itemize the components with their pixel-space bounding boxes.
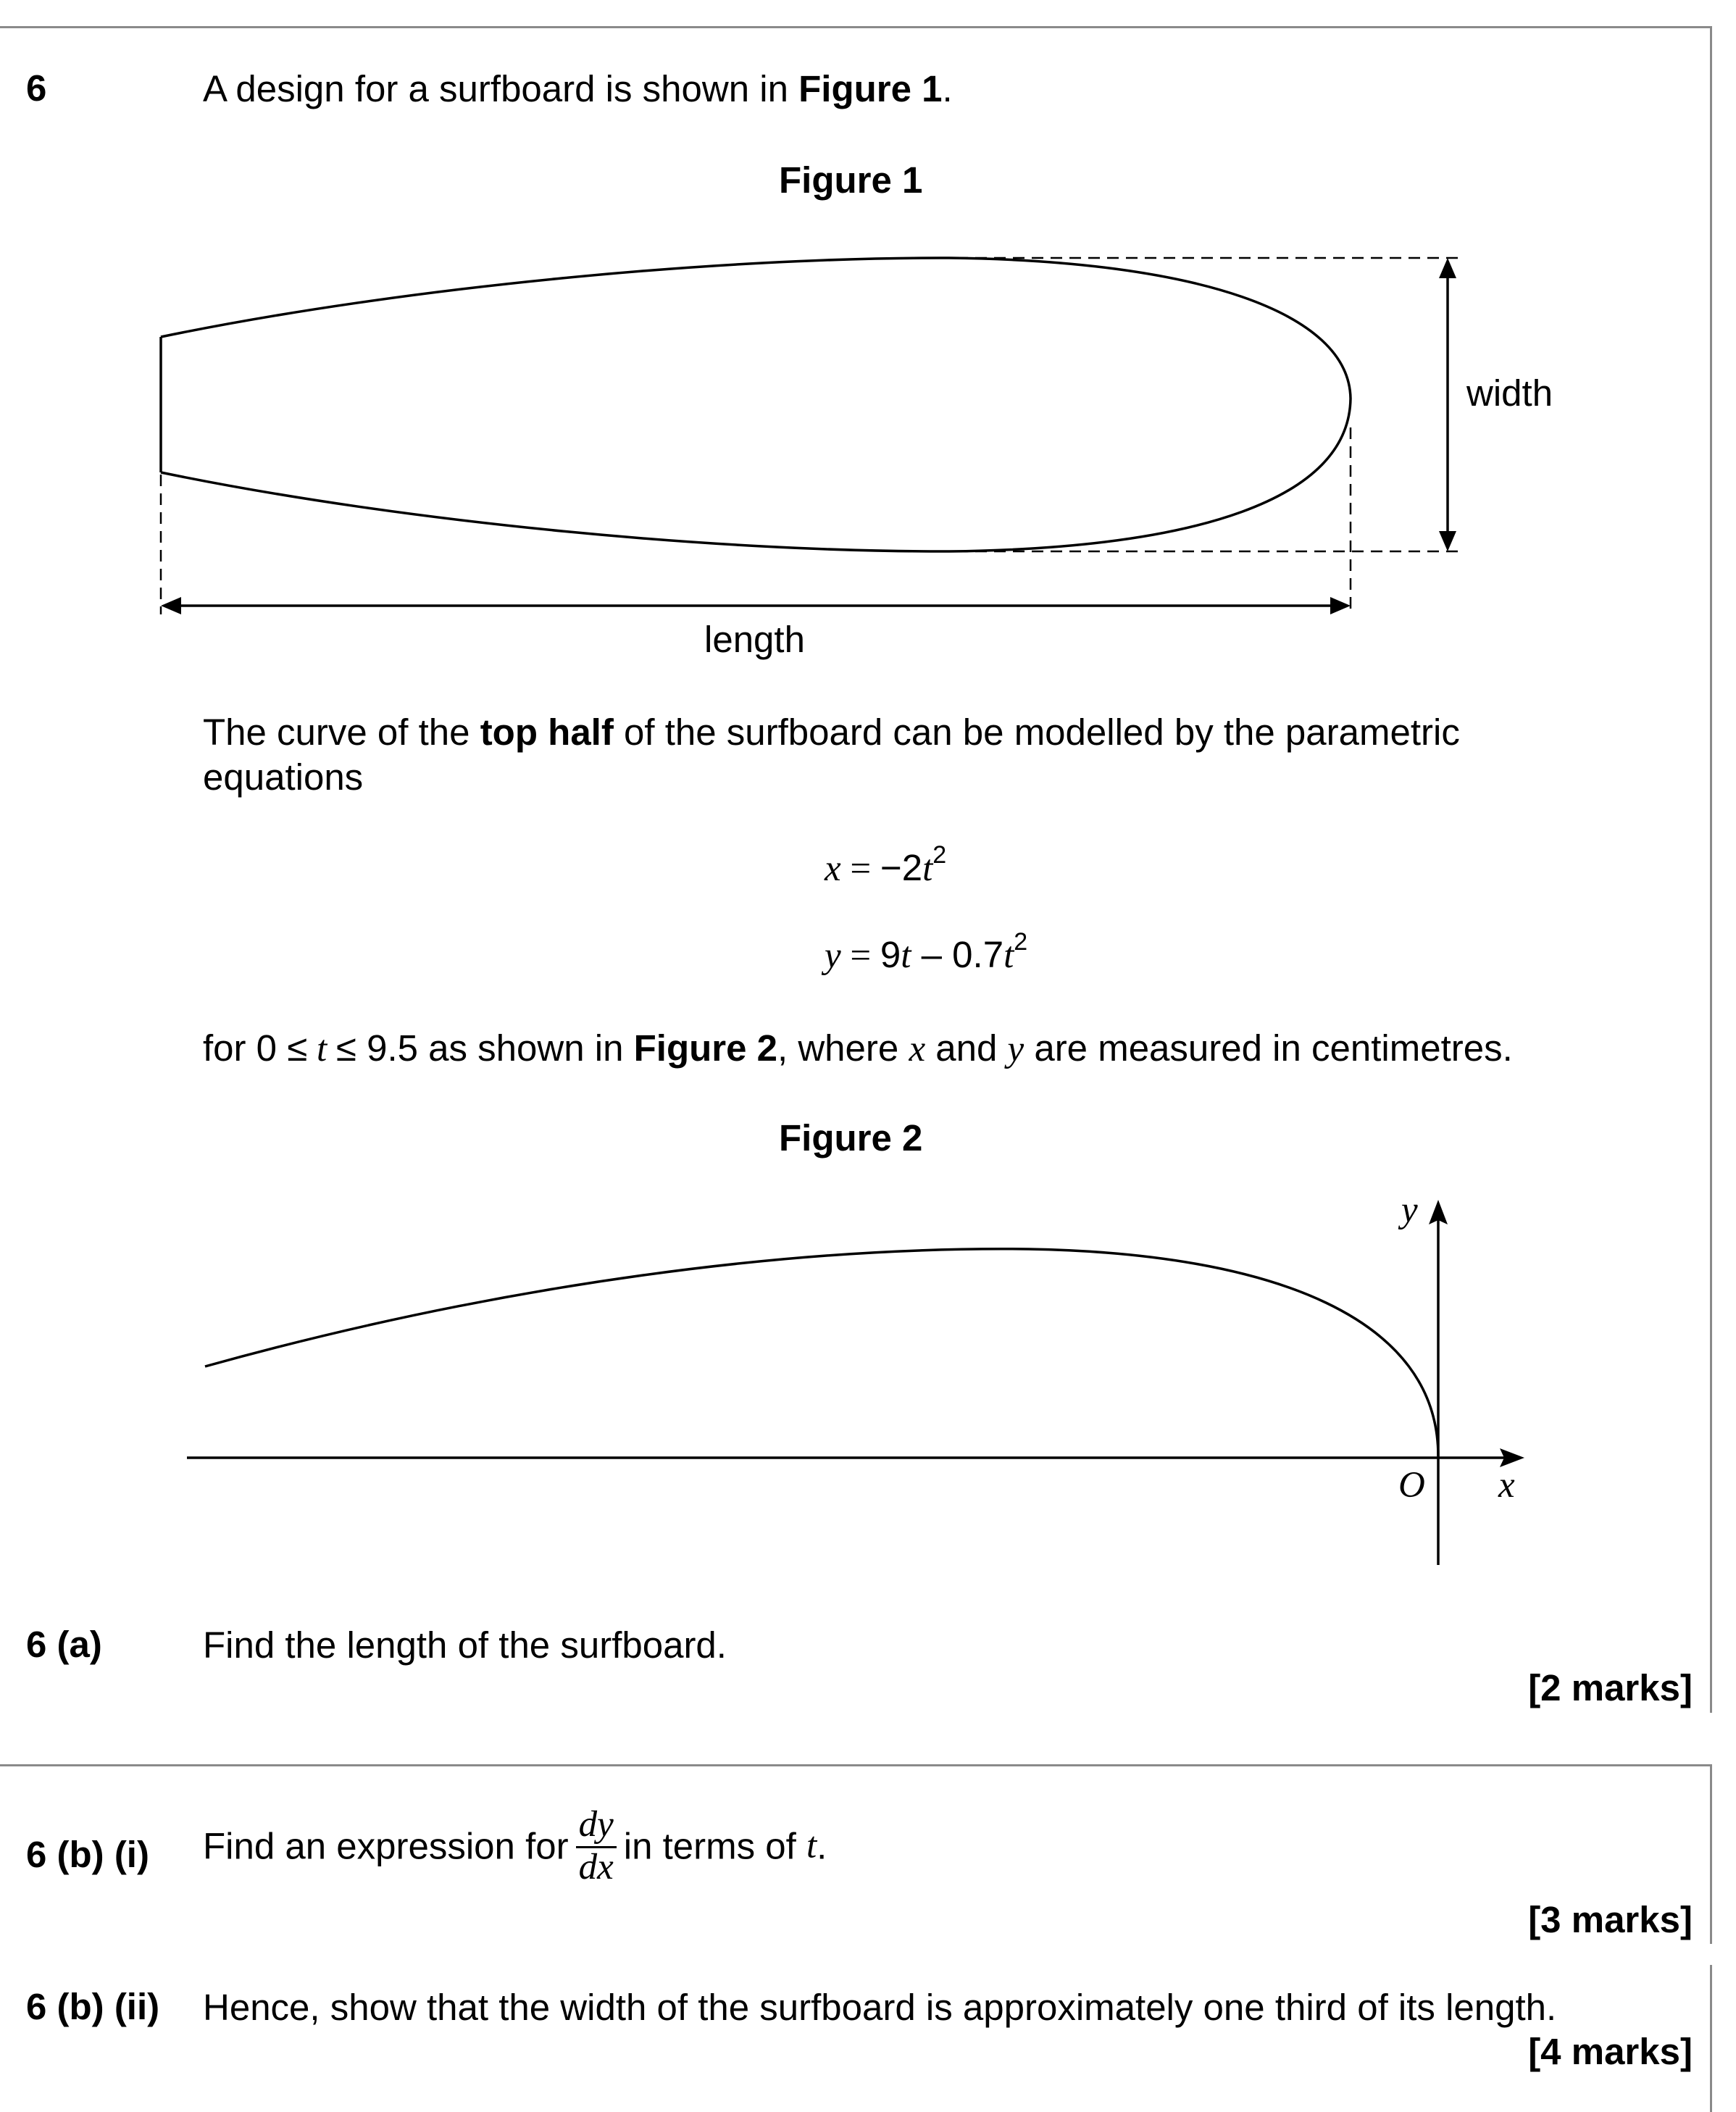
- part-b-i-marks: [3 marks]: [1528, 1899, 1693, 1940]
- length-label: length: [704, 619, 805, 660]
- equation-y: $y = 9t - 0.7t^2$: [825, 928, 1028, 976]
- section-divider: [0, 1764, 1711, 1766]
- parametric-intro-line1: The curve of the top half of the surfboard can be modelled by the parametric: [203, 711, 1460, 753]
- figure2-curve-graph: [0, 1159, 1736, 1579]
- surfboard-outline-bottom: [161, 398, 1351, 551]
- width-arrowhead-top: [1439, 258, 1456, 278]
- part-b-i-text: Find an expression for $\frac{dy}{dx}$ in terms of t.: [203, 1804, 827, 1887]
- part-a-text: Find the length of the surfboard.: [203, 1624, 727, 1666]
- figure1-caption: Figure 1: [779, 159, 923, 201]
- surfboard-outline-top: [161, 258, 1351, 398]
- part-b-ii-text: Hence, show that the width of the surfboard is approximately one third of its length.: [203, 1987, 1557, 2028]
- origin-label: O: [1398, 1465, 1425, 1506]
- width-label: width: [1466, 372, 1553, 414]
- question-number: 6: [26, 67, 47, 109]
- part-b-ii-marks: [4 marks]: [1528, 2031, 1693, 2072]
- width-arrowhead-bottom: [1439, 531, 1456, 551]
- part-a-marks: [2 marks]: [1528, 1667, 1693, 1708]
- dy-dx-fraction: $\frac{dy}{dx}$: [576, 1806, 617, 1887]
- right-border-bottom: [1710, 1965, 1712, 2112]
- right-border-mid: [1710, 1764, 1712, 1944]
- x-axis-label: x: [1498, 1465, 1515, 1506]
- figure1-surfboard-diagram: [0, 0, 1736, 688]
- length-arrowhead-left: [161, 597, 181, 614]
- part-a-number: 6 (a): [26, 1624, 102, 1665]
- part-b-i-number: 6 (b) (i): [26, 1834, 149, 1875]
- equation-x: $x = -2t^2$: [825, 841, 947, 889]
- parameter-range-sentence: for 0 ≤ t ≤ 9.5 as shown in Figure 2, where x and y are measured in centimetres.: [203, 1027, 1513, 1069]
- parametric-intro-line2: equations: [203, 756, 364, 798]
- parametric-curve: [205, 1249, 1438, 1456]
- length-arrowhead-right: [1330, 597, 1351, 614]
- figure2-caption: Figure 2: [779, 1117, 923, 1159]
- y-axis-label: y: [1401, 1190, 1418, 1230]
- question-intro: A design for a surfboard is shown in Figure 1.: [203, 68, 953, 109]
- part-b-ii-number: 6 (b) (ii): [26, 1986, 160, 2027]
